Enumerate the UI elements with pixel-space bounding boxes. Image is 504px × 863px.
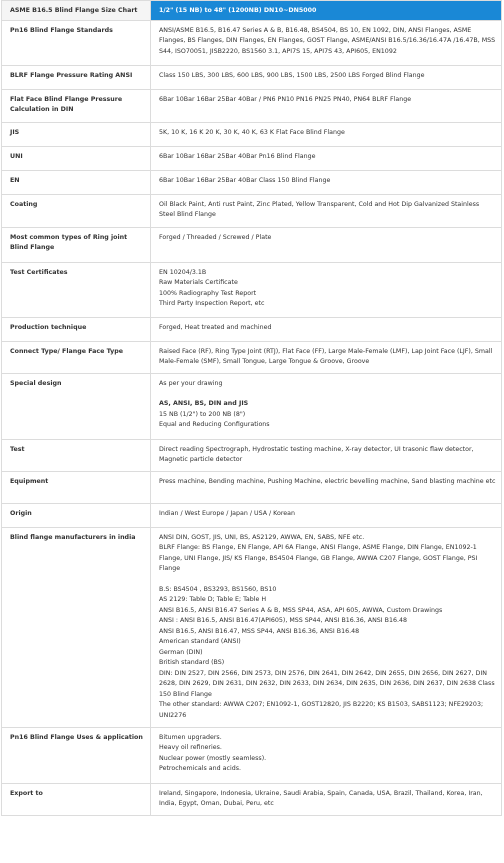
spec-table-body	[2, 1, 502, 816]
spec-value-line: Heavy oil refineries.	[159, 744, 222, 751]
spec-value-line: 6Bar 10Bar 16Bar 25Bar 40Bar / PN6 PN10 PN16 PN25 PN40, PN64 BLRF Flange	[159, 95, 412, 103]
spec-value-line: Direct reading Spectrograph, Hydrostatic testing machine, X-ray detector, UI trasonic flaw detector, Magnetic particle detector	[159, 445, 474, 463]
spec-value	[151, 317, 502, 341]
spec-row	[2, 527, 502, 727]
spec-row	[2, 20, 502, 65]
spec-label: Special design	[2, 373, 151, 439]
spec-row	[2, 317, 502, 341]
spec-row	[2, 471, 502, 503]
spec-value	[151, 122, 502, 146]
spec-value	[151, 727, 502, 783]
spec-value	[151, 1, 502, 21]
spec-value	[151, 65, 502, 89]
spec-value-line: ANSI DIN, GOST, JIS, UNI, BS, AS2129, AWWA, EN, SABS, NFE etc.	[159, 533, 365, 541]
spec-row	[2, 122, 502, 146]
spec-value-line: 6Bar 10Bar 16Bar 25Bar 40Bar Class 150 Blind Flange	[159, 176, 331, 184]
spec-label: EN	[2, 170, 151, 194]
spec-value-line: Indian / West Europe / Japan / USA / Korean	[159, 509, 296, 517]
spec-label: Export to	[2, 783, 151, 815]
spec-value-line: Ireland, Singapore, Indonesia, Ukraine, Saudi Arabia, Spain, Canada, USA, Brazil, Thailand, Korea, Iran, India, Egypt, Oman, Dubai, Peru, etc	[159, 789, 483, 807]
spec-value-line: EN 10204/3.1B	[159, 268, 207, 276]
spec-value-line: Nuclear power (mostly seamless).	[159, 754, 267, 762]
spec-value-line: As per your drawing	[159, 379, 223, 387]
spec-label: Origin	[2, 503, 151, 527]
spec-value-line: The other standard: AWWA C207; EN1092-1, GOST12820, JIS B2220; KS B1503, SABS1123; NFE29203; UNI2276	[159, 701, 484, 719]
spec-value	[151, 227, 502, 262]
spec-value-line: AS 2129: Table D; Table E; Table H	[159, 596, 267, 603]
spec-value	[151, 194, 502, 227]
spec-value-line	[159, 575, 497, 585]
spec-label: Coating	[2, 194, 151, 227]
spec-row	[2, 170, 502, 194]
spec-label: Most common types of Ring joint Blind Flange	[2, 227, 151, 262]
spec-value	[151, 471, 502, 503]
spec-label: Pn16 Blind Flange Standards	[2, 20, 151, 65]
spec-value-line: B.S: BS4504 , BS3293, BS1560, BS10	[159, 585, 277, 593]
spec-value-line: ANSI B16.5, ANSI B16.47 Series A & B, MSS SP44, ASA, API 605, AWWA, Custom Drawings	[159, 606, 443, 614]
spec-row	[2, 1, 502, 21]
spec-value-line: Raised Face (RF), Ring Type Joint (RTJ), Flat Face (FF), Large Male-Female (LMF), Lap Joint Face (LJF), Small Male-Female (SMF), Small Tongue, Large Tongue & Groove, Groove	[159, 347, 493, 365]
spec-label: BLRF Flange Pressure Rating ANSI	[2, 65, 151, 89]
spec-row	[2, 227, 502, 262]
spec-value	[151, 146, 502, 170]
spec-value-line: 6Bar 10Bar 16Bar 25Bar 40Bar Pn16 Blind Flange	[159, 152, 316, 160]
spec-label: Equipment	[2, 471, 151, 503]
spec-value-line: Press machine, Bending machine, Pushing Machine, electric bevelling machine, Sand blasting machine etc	[159, 477, 496, 485]
spec-value-line: ANSI/ASME B16.5, B16.47 Series A & B, B16.48, BS4504, BS 10, EN 1092, DIN, ANSI Flanges, ASME Flanges, BS Flanges, DIN Flanges, EN Flanges, GOST Flange, ASME/ANSI B16.5/16.36/16.47A /16.47B, MSS S44, ISO70051, JISB2220, BS1560 3.1, API7S 15, API7S 43, API605, EN1092	[159, 26, 496, 55]
spec-value-line: ANSI B16.5, ANSI B16.47, MSS SP44, ANSI B16.36, ANSI B16.48	[159, 627, 360, 635]
spec-label: Blind flange manufacturers in india	[2, 527, 151, 727]
spec-value	[151, 89, 502, 122]
spec-value-line: Forged / Threaded / Screwed / Plate	[159, 233, 272, 241]
spec-value-line: 100% Radiography Test Report	[159, 289, 257, 297]
spec-value	[151, 170, 502, 194]
spec-row	[2, 89, 502, 122]
spec-value-line: Bitumen upgraders.	[159, 733, 222, 741]
spec-value-line: American standard (ANSI)	[159, 638, 241, 645]
spec-row	[2, 783, 502, 815]
spec-label: Pn16 Blind Flange Uses & application	[2, 727, 151, 783]
spec-value-line: 15 NB (1/2") to 200 NB (8")	[159, 410, 246, 418]
spec-value	[151, 341, 502, 373]
spec-label: Flat Face Blind Flange Pressure Calculation in DIN	[2, 89, 151, 122]
spec-value-line: German (DIN)	[159, 648, 203, 656]
spec-row	[2, 439, 502, 471]
spec-value	[151, 439, 502, 471]
spec-value-line: Raw Materials Certificate	[159, 279, 238, 286]
spec-value-line: AS, ANSI, BS, DIN and JIS	[159, 400, 249, 407]
spec-value-line: 1/2" (15 NB) to 48" (1200NB) DN10~DN5000	[159, 7, 317, 14]
spec-row	[2, 373, 502, 439]
spec-value-line: ANSI : ANSI B16.5, ANSI B16.47(API605), MSS SP44, ANSI B16.36, ANSI B16.48	[159, 617, 408, 624]
spec-value-line: Class 150 LBS, 300 LBS, 600 LBS, 900 LBS, 1500 LBS, 2500 LBS Forged Blind Flange	[159, 71, 425, 79]
spec-value-line: BLRF Flange: BS Flange, EN Flange, API 6A Flange, ANSI Flange, ASME Flange, DIN Flange, EN1092-1 Flange, UNI Flange, JIS/ KS Flange, BS4504 Flange, GB Flange, AWWA C207 Flange, GOST Flange, PSI Flange	[159, 544, 478, 572]
spec-value	[151, 20, 502, 65]
spec-value	[151, 373, 502, 439]
spec-label: JIS	[2, 122, 151, 146]
spec-label: Production technique	[2, 317, 151, 341]
spec-row	[2, 146, 502, 170]
spec-value-line: DIN: DIN 2527, DIN 2566, DIN 2573, DIN 2576, DIN 2641, DIN 2642, DIN 2655, DIN 2656, DIN 2627, DIN 2628, DIN 2629, DIN 2631, DIN 2632, DIN 2633, DIN 2634, DIN 2635, DIN 2636, DIN 2637, DIN 2638 Class 150 Blind Flange	[159, 669, 495, 698]
spec-value-line: Forged, Heat treated and machined	[159, 323, 272, 331]
spec-value-line: Oil Black Paint, Anti rust Paint, Zinc Plated, Yellow Transparent, Cold and Hot Dip Galvanized Stainless Steel Blind Flange	[159, 200, 480, 218]
spec-value	[151, 503, 502, 527]
spec-value-line: Equal and Reducing Configurations	[159, 421, 270, 428]
spec-value-line: Third Party Inspection Report, etc	[159, 300, 265, 307]
spec-row	[2, 65, 502, 89]
spec-label: UNI	[2, 146, 151, 170]
spec-label: ASME B16.5 Blind Flange Size Chart	[2, 1, 151, 21]
spec-value-line	[159, 389, 497, 399]
blind-flange-spec-table	[1, 0, 502, 816]
spec-row	[2, 194, 502, 227]
spec-label: Test Certificates	[2, 262, 151, 317]
spec-value	[151, 527, 502, 727]
spec-value-line: 5K, 10 K, 16 K 20 K, 30 K, 40 K, 63 K Flat Face Blind Flange	[159, 128, 345, 136]
spec-row	[2, 503, 502, 527]
spec-row	[2, 341, 502, 373]
spec-value-line: British standard (BS)	[159, 659, 225, 666]
spec-row	[2, 262, 502, 317]
spec-value	[151, 783, 502, 815]
spec-label: Test	[2, 439, 151, 471]
spec-row	[2, 727, 502, 783]
spec-value-line: Petrochemicals and acids.	[159, 765, 241, 772]
spec-label: Connect Type/ Flange Face Type	[2, 341, 151, 373]
spec-value	[151, 262, 502, 317]
